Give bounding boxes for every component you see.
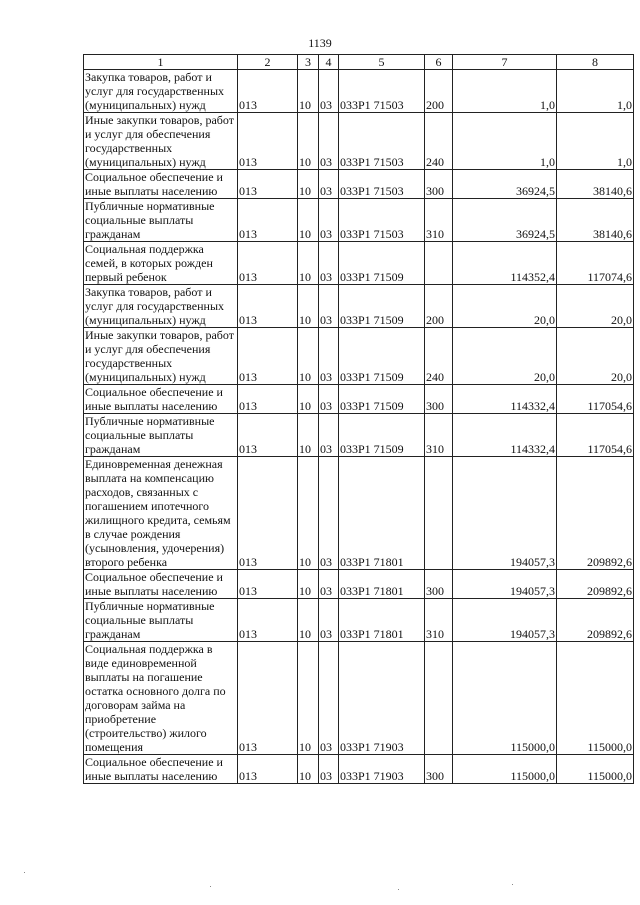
- cell-ministry-code: 013: [238, 242, 298, 285]
- cell-amount-year1: 194057,3: [453, 457, 557, 570]
- table-row: [84, 414, 634, 457]
- cell-expense-type: 300: [425, 385, 453, 414]
- cell-name: Закупка товаров, работ и услуг для государственных (муниципальных) нужд: [84, 285, 238, 328]
- cell-name: Публичные нормативные социальные выплаты гражданам: [84, 199, 238, 242]
- cell-name: Единовременная денежная выплата на компенсацию расходов, связанных с погашением ипотечного жилищного кредита, семьям в случае рождения (усыновления, удочерения) второго ребенка: [84, 457, 238, 570]
- cell-amount-year1: 194057,3: [453, 599, 557, 642]
- budget-table: [83, 54, 634, 784]
- cell-subsection: 03: [319, 199, 339, 242]
- cell-name: Публичные нормативные социальные выплаты гражданам: [84, 414, 238, 457]
- cell-amount-year1: 20,0: [453, 328, 557, 385]
- cell-amount-year2: 38140,6: [557, 199, 634, 242]
- cell-ministry-code: 013: [238, 642, 298, 755]
- col-header-8: 8: [557, 55, 634, 70]
- cell-amount-year2: 117054,6: [557, 385, 634, 414]
- cell-expense-type: 300: [425, 170, 453, 199]
- cell-target-article: 033P1 71503: [339, 170, 425, 199]
- cell-expense-type: [425, 242, 453, 285]
- cell-section: 10: [298, 170, 319, 199]
- col-header-1: 1: [84, 55, 238, 70]
- cell-amount-year2: 115000,0: [557, 755, 634, 784]
- cell-target-article: 033P1 71509: [339, 328, 425, 385]
- cell-amount-year1: 20,0: [453, 285, 557, 328]
- cell-target-article: 033P1 71509: [339, 285, 425, 328]
- cell-ministry-code: 013: [238, 457, 298, 570]
- cell-ministry-code: 013: [238, 170, 298, 199]
- cell-name: Публичные нормативные социальные выплаты гражданам: [84, 599, 238, 642]
- cell-section: 10: [298, 755, 319, 784]
- cell-subsection: 03: [319, 457, 339, 570]
- table-row: [84, 113, 634, 170]
- cell-expense-type: 240: [425, 113, 453, 170]
- cell-name: Социальная поддержка семей, в которых рожден первый ребенок: [84, 242, 238, 285]
- cell-expense-type: 240: [425, 328, 453, 385]
- col-header-3: 3: [298, 55, 319, 70]
- cell-target-article: 033P1 71801: [339, 570, 425, 599]
- cell-section: 10: [298, 70, 319, 113]
- cell-amount-year2: 20,0: [557, 328, 634, 385]
- scan-speck: [210, 886, 211, 887]
- table-row: [84, 755, 634, 784]
- cell-target-article: 033P1 71509: [339, 414, 425, 457]
- cell-section: 10: [298, 570, 319, 599]
- cell-amount-year2: 1,0: [557, 70, 634, 113]
- cell-section: 10: [298, 285, 319, 328]
- cell-amount-year2: 1,0: [557, 113, 634, 170]
- cell-amount-year2: 117054,6: [557, 414, 634, 457]
- cell-subsection: 03: [319, 170, 339, 199]
- cell-ministry-code: 013: [238, 70, 298, 113]
- cell-section: 10: [298, 113, 319, 170]
- cell-amount-year1: 194057,3: [453, 570, 557, 599]
- cell-expense-type: 200: [425, 70, 453, 113]
- table-row: [84, 599, 634, 642]
- header-row: [84, 55, 634, 70]
- cell-ministry-code: 013: [238, 113, 298, 170]
- cell-target-article: 033P1 71801: [339, 599, 425, 642]
- cell-amount-year1: 115000,0: [453, 642, 557, 755]
- cell-subsection: 03: [319, 70, 339, 113]
- cell-target-article: 033P1 71503: [339, 70, 425, 113]
- cell-section: 10: [298, 199, 319, 242]
- cell-ministry-code: 013: [238, 199, 298, 242]
- table-row: [84, 570, 634, 599]
- cell-ministry-code: 013: [238, 328, 298, 385]
- cell-name: Социальное обеспечение и иные выплаты населению: [84, 755, 238, 784]
- scan-speck: [512, 884, 513, 885]
- cell-amount-year2: 38140,6: [557, 170, 634, 199]
- cell-amount-year1: 1,0: [453, 113, 557, 170]
- cell-name: Социальное обеспечение и иные выплаты населению: [84, 170, 238, 199]
- cell-subsection: 03: [319, 642, 339, 755]
- cell-section: 10: [298, 457, 319, 570]
- cell-expense-type: 300: [425, 570, 453, 599]
- cell-amount-year2: 20,0: [557, 285, 634, 328]
- table-row: [84, 385, 634, 414]
- cell-amount-year1: 115000,0: [453, 755, 557, 784]
- cell-amount-year1: 114352,4: [453, 242, 557, 285]
- cell-amount-year1: 1,0: [453, 70, 557, 113]
- cell-subsection: 03: [319, 599, 339, 642]
- cell-ministry-code: 013: [238, 285, 298, 328]
- cell-section: 10: [298, 414, 319, 457]
- cell-target-article: 033P1 71903: [339, 642, 425, 755]
- cell-subsection: 03: [319, 414, 339, 457]
- cell-amount-year1: 36924,5: [453, 170, 557, 199]
- table-row: [84, 457, 634, 570]
- table-row: [84, 70, 634, 113]
- cell-expense-type: 310: [425, 599, 453, 642]
- cell-ministry-code: 013: [238, 414, 298, 457]
- scan-speck: [398, 889, 399, 890]
- table-row: [84, 642, 634, 755]
- cell-section: 10: [298, 328, 319, 385]
- col-header-7: 7: [453, 55, 557, 70]
- table-row: [84, 170, 634, 199]
- cell-section: 10: [298, 599, 319, 642]
- cell-amount-year2: 209892,6: [557, 570, 634, 599]
- cell-name: Социальное обеспечение и иные выплаты населению: [84, 385, 238, 414]
- cell-name: Закупка товаров, работ и услуг для государственных (муниципальных) нужд: [84, 70, 238, 113]
- cell-target-article: 033P1 71503: [339, 199, 425, 242]
- cell-amount-year2: 209892,6: [557, 457, 634, 570]
- cell-subsection: 03: [319, 242, 339, 285]
- cell-subsection: 03: [319, 570, 339, 599]
- cell-target-article: 033P1 71509: [339, 242, 425, 285]
- cell-subsection: 03: [319, 755, 339, 784]
- cell-name: Иные закупки товаров, работ и услуг для обеспечения государственных (муниципальных) нужд: [84, 113, 238, 170]
- col-header-6: 6: [425, 55, 453, 70]
- cell-amount-year2: 115000,0: [557, 642, 634, 755]
- cell-subsection: 03: [319, 328, 339, 385]
- table-row: [84, 242, 634, 285]
- cell-amount-year2: 209892,6: [557, 599, 634, 642]
- cell-ministry-code: 013: [238, 599, 298, 642]
- cell-section: 10: [298, 385, 319, 414]
- table-row: [84, 285, 634, 328]
- cell-name: Социальная поддержка в виде единовременной выплаты на погашение остатка основного долга по договорам займа на приобретение (строительство) жилого помещения: [84, 642, 238, 755]
- cell-target-article: 033P1 71903: [339, 755, 425, 784]
- cell-target-article: 033P1 71503: [339, 113, 425, 170]
- cell-name: Социальное обеспечение и иные выплаты населению: [84, 570, 238, 599]
- table-body: [84, 55, 634, 784]
- cell-amount-year1: 36924,5: [453, 199, 557, 242]
- cell-target-article: 033P1 71801: [339, 457, 425, 570]
- scan-speck: [24, 872, 25, 873]
- cell-name: Иные закупки товаров, работ и услуг для обеспечения государственных (муниципальных) нужд: [84, 328, 238, 385]
- cell-expense-type: [425, 642, 453, 755]
- cell-amount-year1: 114332,4: [453, 414, 557, 457]
- cell-amount-year1: 114332,4: [453, 385, 557, 414]
- table-row: [84, 199, 634, 242]
- cell-expense-type: 310: [425, 199, 453, 242]
- cell-expense-type: 300: [425, 755, 453, 784]
- cell-ministry-code: 013: [238, 385, 298, 414]
- cell-target-article: 033P1 71509: [339, 385, 425, 414]
- cell-subsection: 03: [319, 385, 339, 414]
- col-header-5: 5: [339, 55, 425, 70]
- cell-ministry-code: 013: [238, 570, 298, 599]
- cell-section: 10: [298, 242, 319, 285]
- col-header-4: 4: [319, 55, 339, 70]
- cell-amount-year2: 117074,6: [557, 242, 634, 285]
- table-row: [84, 328, 634, 385]
- col-header-2: 2: [238, 55, 298, 70]
- page-number: 1139: [308, 36, 332, 50]
- cell-expense-type: 200: [425, 285, 453, 328]
- cell-subsection: 03: [319, 113, 339, 170]
- cell-expense-type: 310: [425, 414, 453, 457]
- cell-expense-type: [425, 457, 453, 570]
- cell-ministry-code: 013: [238, 755, 298, 784]
- cell-section: 10: [298, 642, 319, 755]
- cell-subsection: 03: [319, 285, 339, 328]
